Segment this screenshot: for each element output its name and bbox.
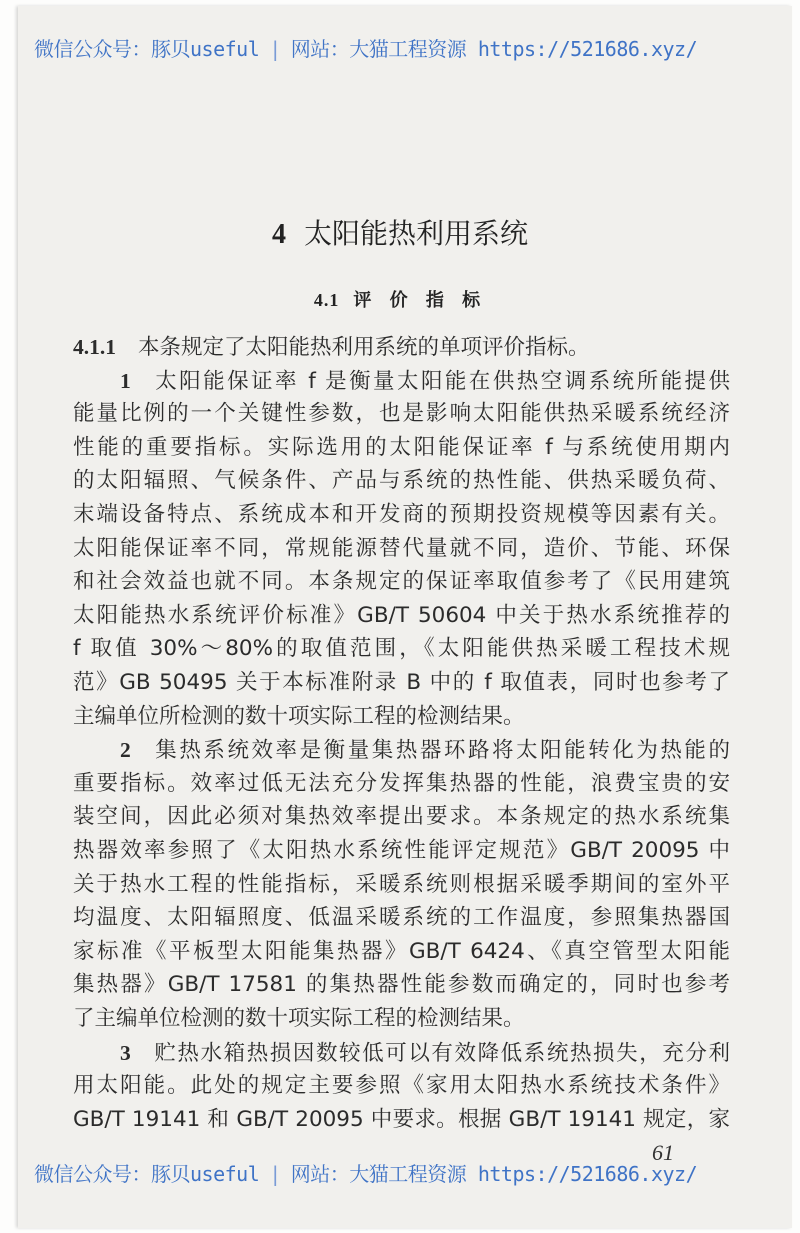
watermark-left: 微信公众号：豚贝useful	[34, 37, 260, 61]
line-text: 均温度、太阳辐照度、低温采暖系统的工作温度，参照集热器国	[73, 905, 730, 931]
text-line	[73, 536, 730, 562]
text-line	[73, 872, 730, 898]
line-text: 重要指标。效率过低无法充分发挥集热器的性能，浪费宝贵的安	[73, 770, 730, 796]
clause-number: 1	[120, 368, 131, 393]
text-line	[73, 905, 730, 931]
chapter-title-text: 太阳能热利用系统	[303, 217, 528, 250]
line-text: GB/T 19141 和 GB/T 20095 中要求。根据 GB/T 19141 规定，家	[73, 1106, 730, 1132]
text-line	[73, 838, 730, 864]
section-title: 评 价 指 标	[353, 290, 487, 311]
line-text: 关于热水工程的性能指标，采暖系统则根据采暖季期间的室外平	[73, 871, 730, 897]
line-text: 了主编单位检测的数十项实际工程的检测结果。	[73, 1006, 525, 1031]
chapter-number: 4	[271, 219, 286, 250]
line-text: 装空间，因此必须对集热效率提出要求。本条规定的热水系统集	[73, 804, 730, 830]
text-line	[73, 1006, 730, 1032]
text-line	[73, 468, 730, 494]
line-text: 本条规定了太阳能热利用系统的单项评价指标。	[138, 335, 590, 360]
text-line	[73, 569, 730, 595]
text-line	[73, 804, 730, 830]
watermark-right: 网站：大猫工程资源 https://521686.xyz/	[290, 37, 698, 61]
line-text: 贮热水箱热损因数较低可以有效降低系统热损失，充分利	[152, 1040, 730, 1066]
clause-number: 3	[120, 1040, 131, 1065]
line-text: 主编单位所检测的数十项实际工程的检测结果。	[73, 703, 525, 729]
line-text: 的太阳辐照、气候条件、产品与系统的热性能、供热采暖负荷、	[73, 468, 730, 494]
chapter-title	[0, 212, 800, 252]
line-text: 性能的重要指标。实际选用的太阳能保证率 f 与系统使用期内	[73, 434, 730, 460]
line-text: 太阳能热水系统评价标准》GB/T 50604 中关于热水系统推荐的	[73, 602, 730, 628]
watermark-left: 微信公众号：豚贝useful	[34, 1162, 260, 1186]
text-line	[73, 771, 730, 797]
line-text: f 取值 30%～80%的取值范围，《太阳能供热采暖工程技术规	[73, 636, 730, 662]
watermark-bottom	[34, 1158, 697, 1187]
line-text: 热器效率参照了《太阳热水系统性能评定规范》GB/T 20095 中	[73, 838, 730, 863]
text-line	[120, 1040, 730, 1067]
line-text: 范》GB 50495 关于本标准附录 B 中的 f 取值表，同时也参考了	[73, 670, 730, 695]
line-text: 太阳能保证率不同，常规能源替代量就不同，造价、节能、环保	[73, 535, 730, 561]
text-line	[73, 435, 730, 461]
text-line	[73, 670, 730, 696]
text-line	[73, 1107, 730, 1133]
page-number: 61	[652, 1140, 674, 1165]
line-text: 能量比例的一个关键性参数，也是影响太阳能供热采暖系统经济	[73, 401, 730, 427]
text-line	[73, 1073, 730, 1099]
section-number: 4.1	[313, 290, 340, 310]
text-line	[73, 636, 730, 662]
text-line	[120, 737, 730, 764]
line-text: 集热器》GB/T 17581 的集热器性能参数而确定的，同时也参考	[73, 972, 730, 998]
text-line	[120, 368, 730, 395]
line-text: 末端设备特点、系统成本和开发商的预期投资规模等因素有关。	[73, 502, 730, 527]
line-text: 集热系统效率是衡量集热器环路将太阳能转化为热能的	[152, 738, 730, 764]
clause-number: 2	[120, 738, 131, 763]
line-text: 家标准《平板型太阳能集热器》GB/T 6424、《真空管型太阳能	[73, 938, 730, 964]
text-line	[73, 704, 730, 730]
watermark-separator: |	[269, 1162, 281, 1186]
clause-number: 4.1.1	[73, 335, 116, 359]
text-line	[73, 502, 730, 528]
watermark-right: 网站：大猫工程资源 https://521686.xyz/	[290, 1162, 698, 1186]
text-line	[73, 939, 730, 965]
line-text: 用太阳能。此处的规定主要参照《家用太阳热水系统技术条件》	[73, 1073, 730, 1099]
text-line	[73, 972, 730, 998]
text-line	[73, 603, 730, 629]
text-line	[73, 334, 730, 361]
line-text: 太阳能保证率 f 是衡量太阳能在供热空调系统所能提供	[152, 368, 730, 394]
line-text: 和社会效益也就不同。本条规定的保证率取值参考了《民用建筑	[73, 569, 730, 595]
section-heading	[0, 286, 800, 312]
text-line	[73, 401, 730, 427]
watermark-separator: |	[269, 37, 281, 61]
watermark-top	[34, 33, 697, 62]
